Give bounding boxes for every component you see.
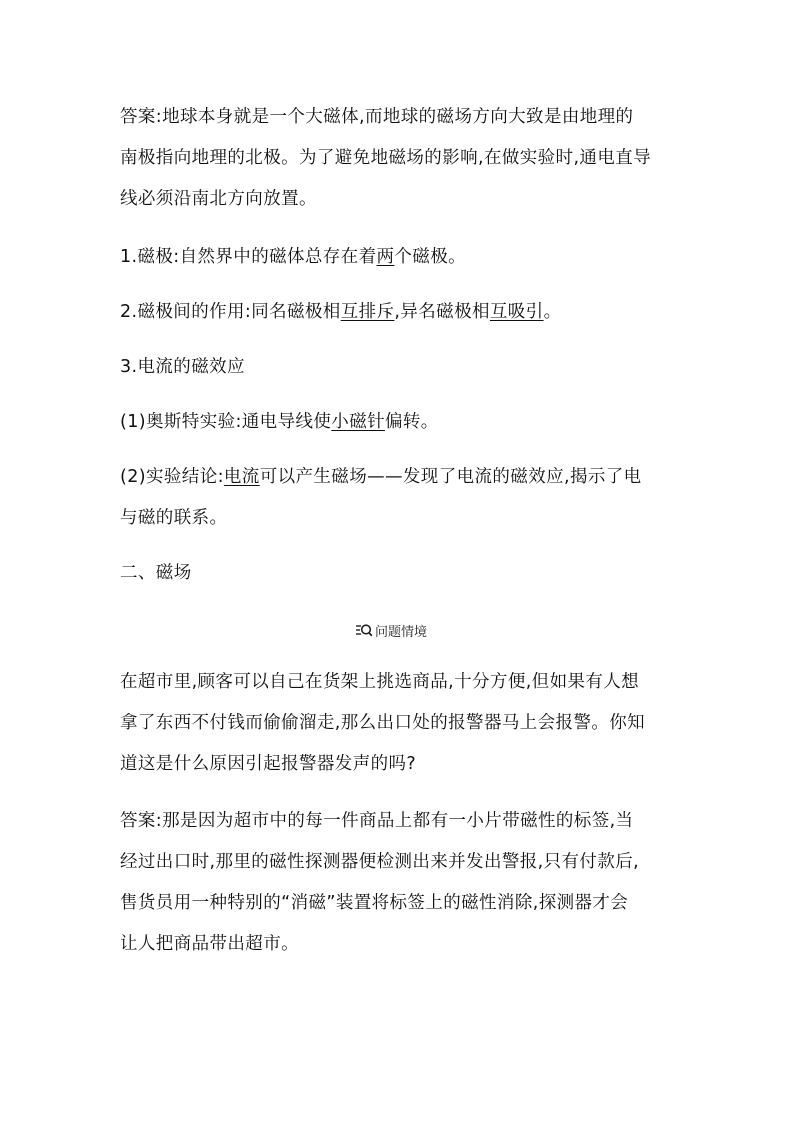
- answer2-line4: 让人把商品带出超市。: [120, 934, 299, 954]
- item2-blank-repel: 互排斥: [340, 302, 395, 322]
- item3b-line2: 与磁的联系。: [120, 508, 228, 528]
- scenario-heading: [355, 618, 427, 642]
- item-magnetic-poles: [120, 240, 680, 274]
- item3b-tail: 可以产生磁场——发现了电流的磁效应,揭示了电: [259, 467, 642, 487]
- item2-tail: 。: [543, 302, 562, 322]
- item2-text: 2.磁极间的作用:同名磁极相: [120, 302, 341, 322]
- item-pole-interaction: [120, 295, 680, 329]
- question-line1: 在超市里,顾客可以自己在货架上挑选商品,十分方便,但如果有人想: [120, 672, 640, 692]
- answer1-line2: 南极指向地理的北极。为了避免地磁场的影响,在做实验时,通电直导: [120, 148, 652, 168]
- item1-text: 1.磁极:自然界中的磁体总存在着: [120, 247, 377, 267]
- item1-blank: 两: [376, 247, 395, 267]
- item3b-text: (2)实验结论:: [120, 467, 224, 487]
- item3b-blank: 电流: [223, 467, 260, 487]
- item2-middle: ,异名磁极相: [394, 302, 490, 322]
- item2-blank-attract: 互吸引: [489, 302, 544, 322]
- item-experiment-conclusion: [120, 460, 680, 494]
- item3a-text: (1)奥斯特实验:通电导线使: [120, 412, 332, 432]
- item3a-tail: 偏转。: [385, 412, 439, 432]
- section-title: 二、磁场: [120, 563, 192, 583]
- item3a-blank: 小磁针: [331, 412, 385, 432]
- answer2-line1: 答案:那是因为超市中的每一件商品上都有一小片带磁性的标签,当: [120, 811, 634, 831]
- item-oersted-experiment: [120, 405, 680, 439]
- item-current-magnetic-effect: 3.电流的磁效应: [120, 357, 245, 377]
- answer1-line1: 答案:地球本身就是一个大磁体,而地球的磁场方向大致是由地理的: [120, 107, 634, 127]
- item1-tail: 个磁极。: [394, 247, 467, 267]
- answer2-line2: 经过出口时,那里的磁性探测器便检测出来并发出警报,只有付款后,: [120, 852, 640, 872]
- magnifier-icon: [355, 623, 373, 637]
- answer2-line3: 售货员用一种特别的“消磁”装置将标签上的磁性消除,探测器才会: [120, 893, 629, 913]
- question-line3: 道这是什么原因引起报警器发声的吗?: [120, 754, 417, 774]
- answer1-line3: 线必须沿南北方向放置。: [120, 189, 317, 209]
- scenario-label: 问题情境: [375, 624, 428, 640]
- question-line2: 拿了东西不付钱而偷偷溜走,那么出口处的报警器马上会报警。你知: [120, 713, 646, 733]
